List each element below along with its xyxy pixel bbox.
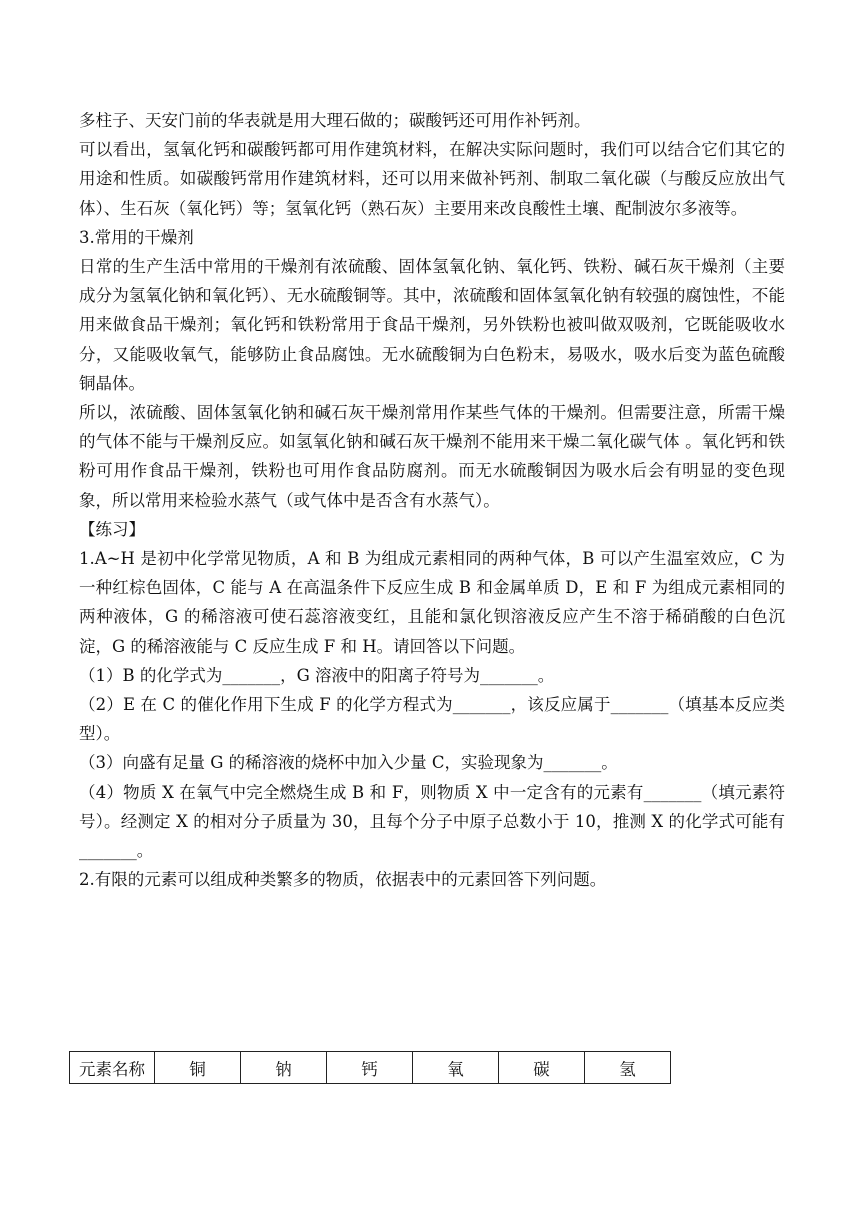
question-1-stem: 1.A~H 是初中化学常见物质，A 和 B 为组成元素相同的两种气体，B 可以产生温室效应，C 为一种红棕色固体，C 能与 A 在高温条件下反应生成 B 和金属单质 D，E 和 F 为组成元素相同的两种液体，G 的稀溶液可使石蕊溶液变红，且能和氯化钡溶液反应产生不溶于稀硝酸的白色沉淀，G 的稀溶液能与 C 反应生成 F 和 H。请回答以下问题。 <box>79 549 785 656</box>
paragraph-calcium-summary: 可以看出，氢氧化钙和碳酸钙都可用作建筑材料，在解决实际问题时，我们可以结合它们其它的用途和性质。如碳酸钙常用作建筑材料，还可以用来做补钙剂、制取二氧化碳（与酸反应放出气体）、生石灰（氧化钙）等；氢氧化钙（熟石灰）主要用来改良酸性土壤、配制波尔多液等。 <box>79 140 785 218</box>
table-cell-hydrogen: 氢 <box>585 1052 671 1084</box>
table-row <box>70 1052 671 1084</box>
question-1-part-3: （3）向盛有足量 G 的稀溶液的烧杯中加入少量 C，实验现象为_______。 <box>79 753 618 773</box>
section-heading-desiccants: 3.常用的干燥剂 <box>79 227 194 247</box>
document-body <box>79 106 785 894</box>
question-1-part-4: （4）物质 X 在氧气中完全燃烧生成 B 和 F，则物质 X 中一定含有的元素有_______（填元素符号）。经测定 X 的相对分子质量为 30，且每个分子中原子总数小于 10，推测 X 的化学式可能有_______。 <box>79 782 785 861</box>
table-cell-calcium: 钙 <box>327 1052 413 1084</box>
question-1-part-2: （2）E 在 C 的催化作用下生成 F 的化学方程式为_______，该反应属于_______（填基本反应类型）。 <box>79 695 785 744</box>
table-cell-oxygen: 氧 <box>413 1052 499 1084</box>
element-table-wrapper <box>69 1051 671 1084</box>
table-cell-sodium: 钠 <box>241 1052 327 1084</box>
question-2-stem: 2.有限的元素可以组成种类繁多的物质，依据表中的元素回答下列问题。 <box>79 870 607 890</box>
table-cell-carbon: 碳 <box>499 1052 585 1084</box>
table-header-cell: 元素名称 <box>70 1052 155 1084</box>
question-1-part-1: （1）B 的化学式为_______，G 溶液中的阳离子符号为_______。 <box>79 665 555 685</box>
paragraph-marble-uses: 多柱子、天安门前的华表就是用大理石做的；碳酸钙还可用作补钙剂。 <box>79 111 591 130</box>
paragraph-desiccant-types: 日常的生产生活中常用的干燥剂有浓硫酸、固体氢氧化钠、氧化钙、铁粉、碱石灰干燥剂（主要成分为氢氧化钠和氧化钙）、无水硫酸铜等。其中，浓硫酸和固体氢氧化钠有较强的腐蚀性，不能用来做食品干燥剂；氧化钙和铁粉常用于食品干燥剂，另外铁粉也被叫做双吸剂，它既能吸收水分，又能吸收氧气，能够防止食品腐蚀。无水硫酸铜为白色粉末，易吸水，吸水后变为蓝色硫酸铜晶体。 <box>79 257 785 393</box>
paragraph-desiccant-usage: 所以，浓硫酸、固体氢氧化钠和碱石灰干燥剂常用作某些气体的干燥剂。但需要注意，所需干燥的气体不能与干燥剂反应。如氢氧化钠和碱石灰干燥剂不能用来干燥二氧化碳气体 。氧化钙和铁粉可用作食品干燥剂，铁粉也可用作食品防腐剂。而无水硫酸铜因为吸水后会有明显的变色现象，所以常用来检验水蒸气（或气体中是否含有水蒸气）。 <box>79 403 785 510</box>
table-cell-copper: 铜 <box>155 1052 241 1084</box>
exercise-heading: 【练习】 <box>79 519 145 539</box>
element-table <box>69 1051 671 1084</box>
